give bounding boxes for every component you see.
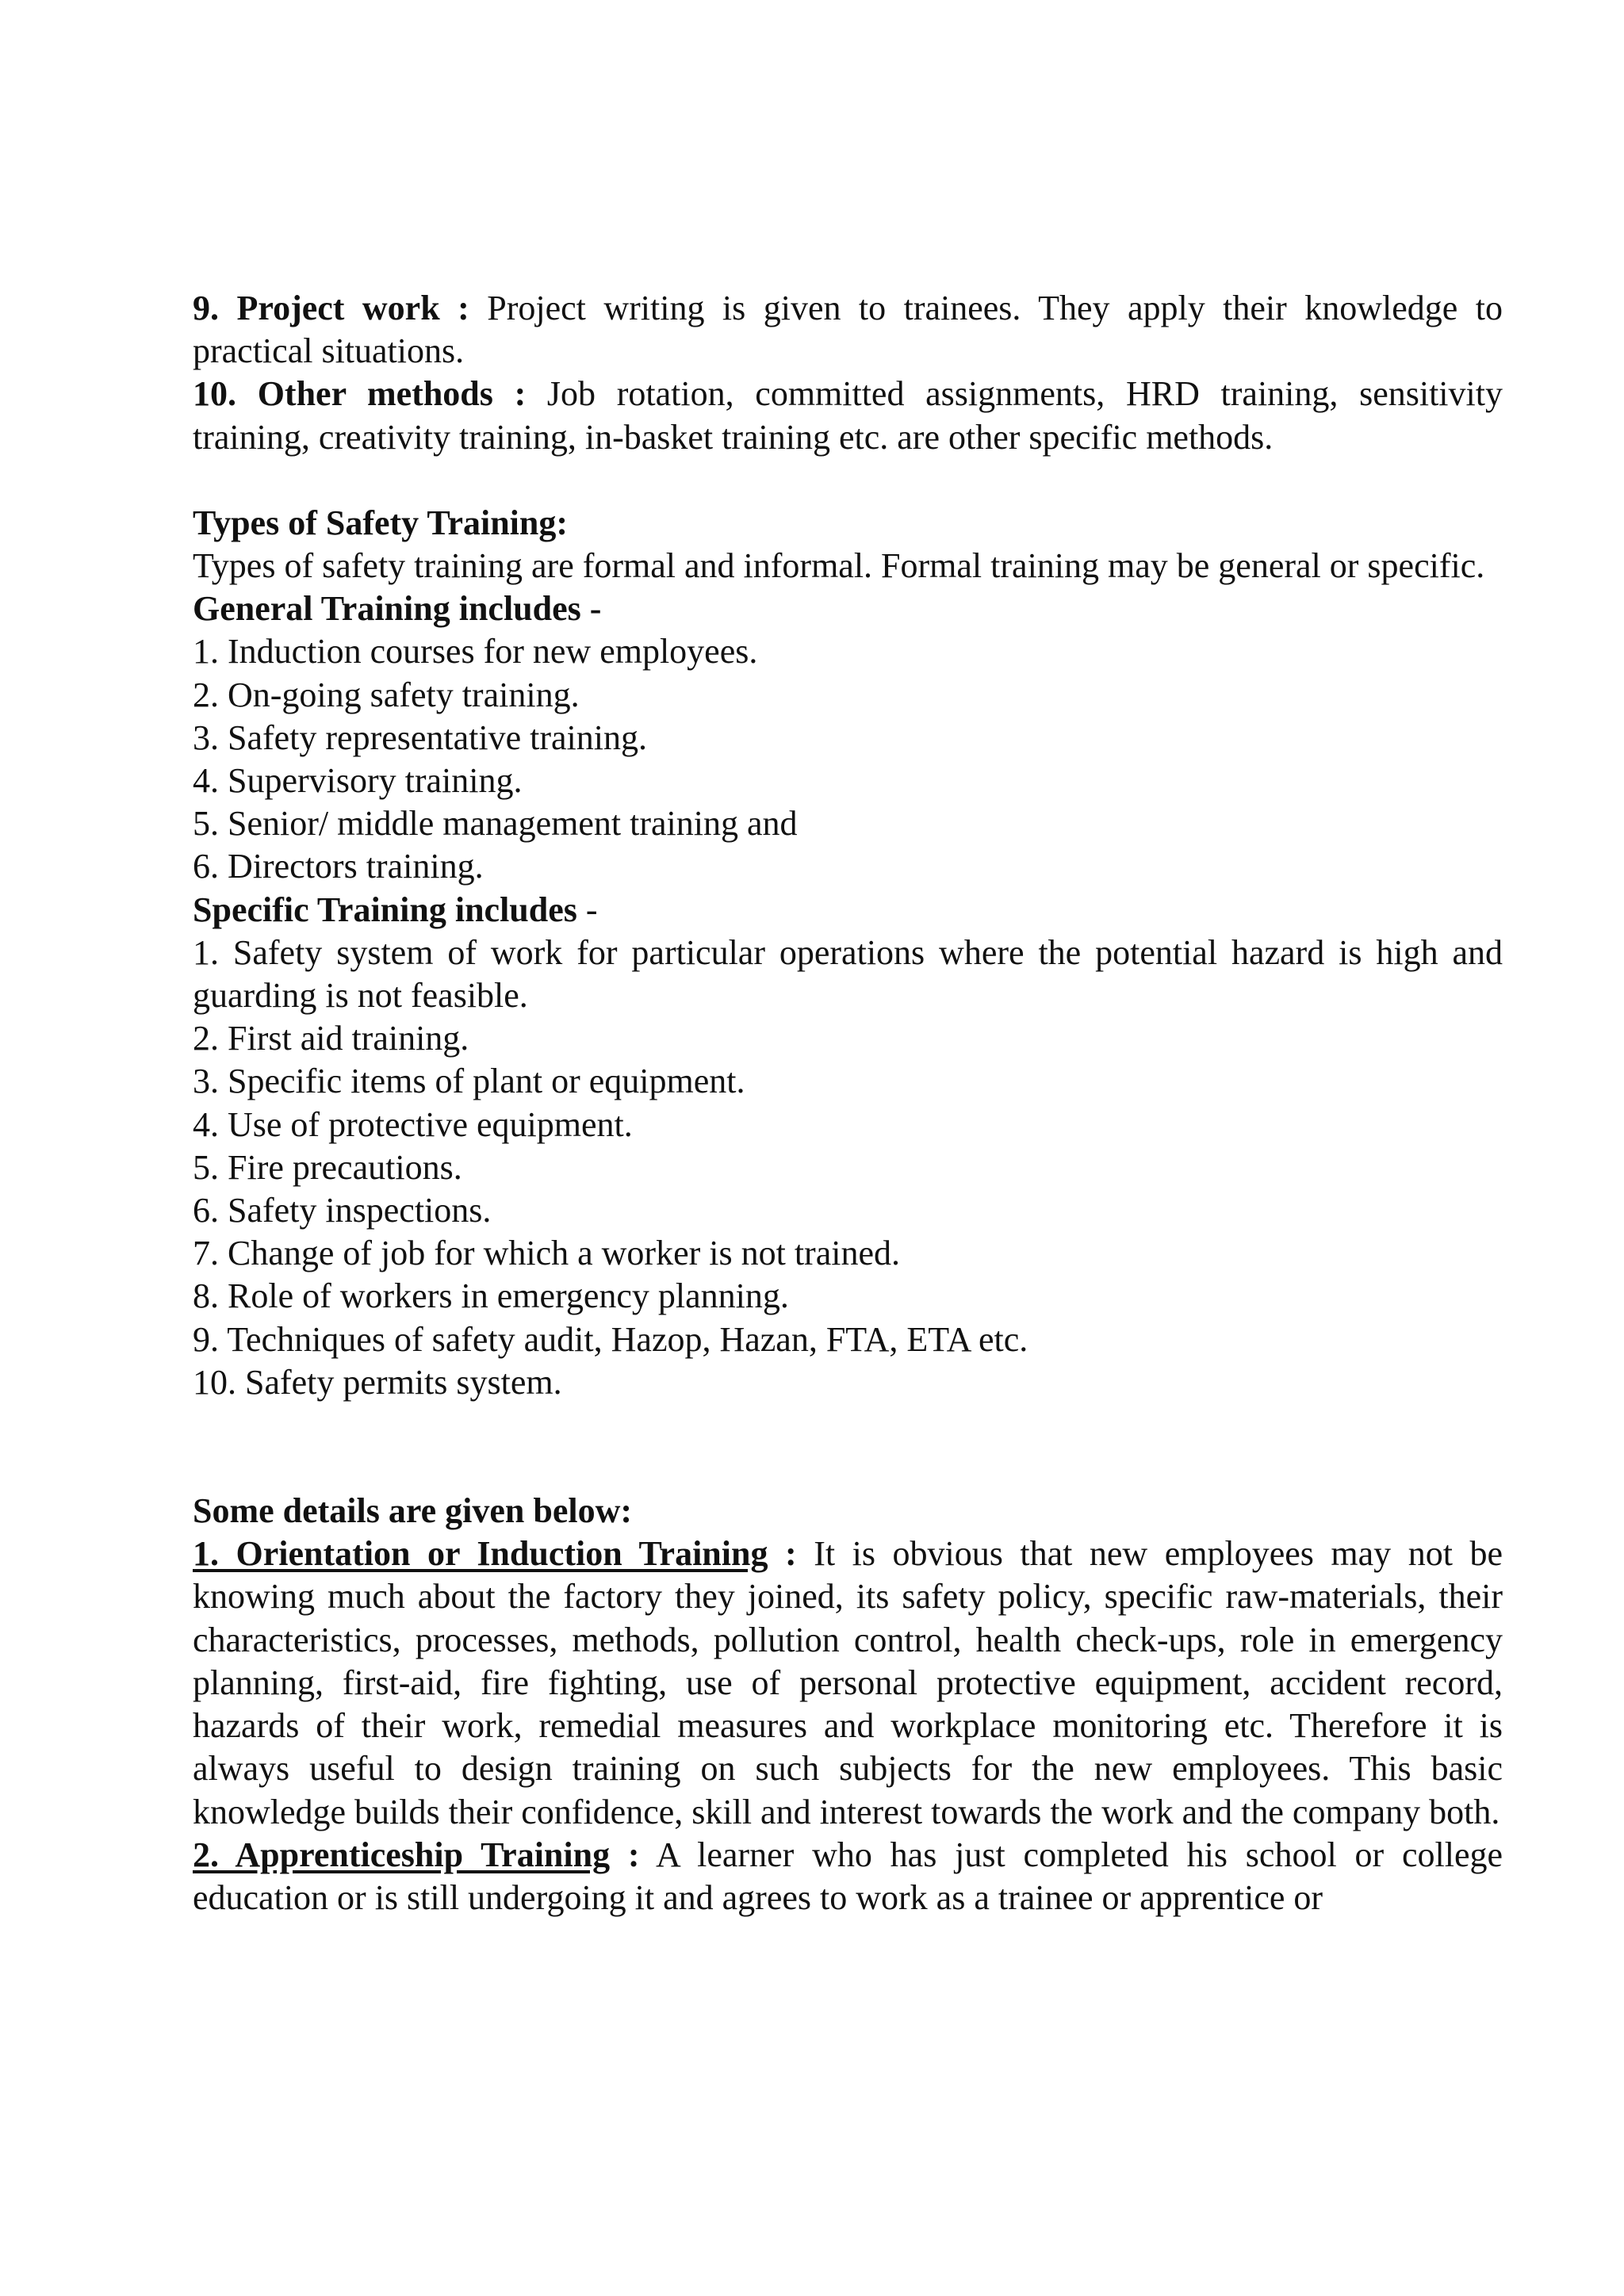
detail-separator: : [768, 1534, 797, 1574]
detail-title: 2. Apprenticeship Training [193, 1835, 611, 1874]
section-intro: Types of safety training are formal and informal. Formal training may be general or specific. [193, 546, 1485, 586]
list-item: 6. Directors training. [193, 847, 484, 886]
detail-item [193, 1533, 1503, 1833]
list-item: 8. Role of workers in emergency planning. [193, 1276, 789, 1316]
method-text: Project writing is given to trainees. They apply their knowledge to practical situations. [193, 289, 1503, 371]
method-title: 10. Other methods : [193, 374, 527, 414]
method-item [193, 287, 1503, 373]
specific-training-heading-text: Specific Training includes [193, 890, 577, 929]
specific-training-heading-suffix: - [576, 890, 598, 929]
list-item: 3. Specific items of plant or equipment. [193, 1062, 745, 1101]
method-item [193, 373, 1503, 458]
list-item: 2. On-going safety training. [193, 675, 580, 714]
list-item: 7. Change of job for which a worker is not trained. [193, 1234, 900, 1273]
detail-text: A learner who has just completed his school or college education or is still undergoing it and agrees to work as a trainee or apprentice or [193, 1835, 1503, 1917]
section-heading: Types of Safety Training: [193, 503, 569, 542]
list-item: 4. Use of protective equipment. [193, 1104, 633, 1144]
spacer [193, 459, 1503, 502]
list-item: 5. Senior/ middle management training and [193, 804, 798, 844]
list-item: 5. Fire precautions. [193, 1147, 462, 1187]
method-title: 9. Project work : [193, 289, 469, 327]
specific-training-list [193, 932, 1503, 1404]
general-training-list [193, 630, 1503, 888]
details-heading: Some details are given below: [193, 1491, 633, 1531]
detail-separator: : [610, 1835, 640, 1874]
detail-title: 1. Orientation or Induction Training [193, 1534, 768, 1574]
detail-text: It is obvious that new employees may not be knowing much about the factory they joined, its safety policy, specific raw-materials, their characteristics, processes, methods, pollution control, health check-ups, role in emergency planning, first-aid, fire fighting, use of personal protective equipment, accident record, hazards of their work, remedial measures and workplace monitoring etc. Therefore it is always useful to design training on such subjects for the new employees. This basic knowledge builds their confidence, skill and interest towards the work and the company both. [193, 1534, 1503, 1831]
list-item: 1. Induction courses for new employees. [193, 632, 758, 672]
list-item: 6. Safety inspections. [193, 1191, 492, 1230]
general-training-heading: General Training includes - [193, 589, 602, 629]
list-item: 3. Safety representative training. [193, 718, 648, 757]
list-item: 4. Supervisory training. [193, 761, 523, 801]
list-item: 9. Techniques of safety audit, Hazop, Hazan, FTA, ETA etc. [193, 1319, 1028, 1359]
specific-training-heading [193, 889, 1503, 932]
document-page [193, 287, 1503, 1919]
spacer [193, 1404, 1503, 1490]
method-text: Job rotation, committed assignments, HRD training, sensitivity training, creativity training, in-basket training etc. are other specific methods. [193, 374, 1503, 457]
list-item: 1. Safety system of work for particular operations where the potential hazard is high and guarding is not feasible. [193, 932, 1503, 1016]
list-item: 10. Safety permits system. [193, 1362, 562, 1402]
list-item: 2. First aid training. [193, 1019, 469, 1058]
detail-item [193, 1834, 1503, 1919]
